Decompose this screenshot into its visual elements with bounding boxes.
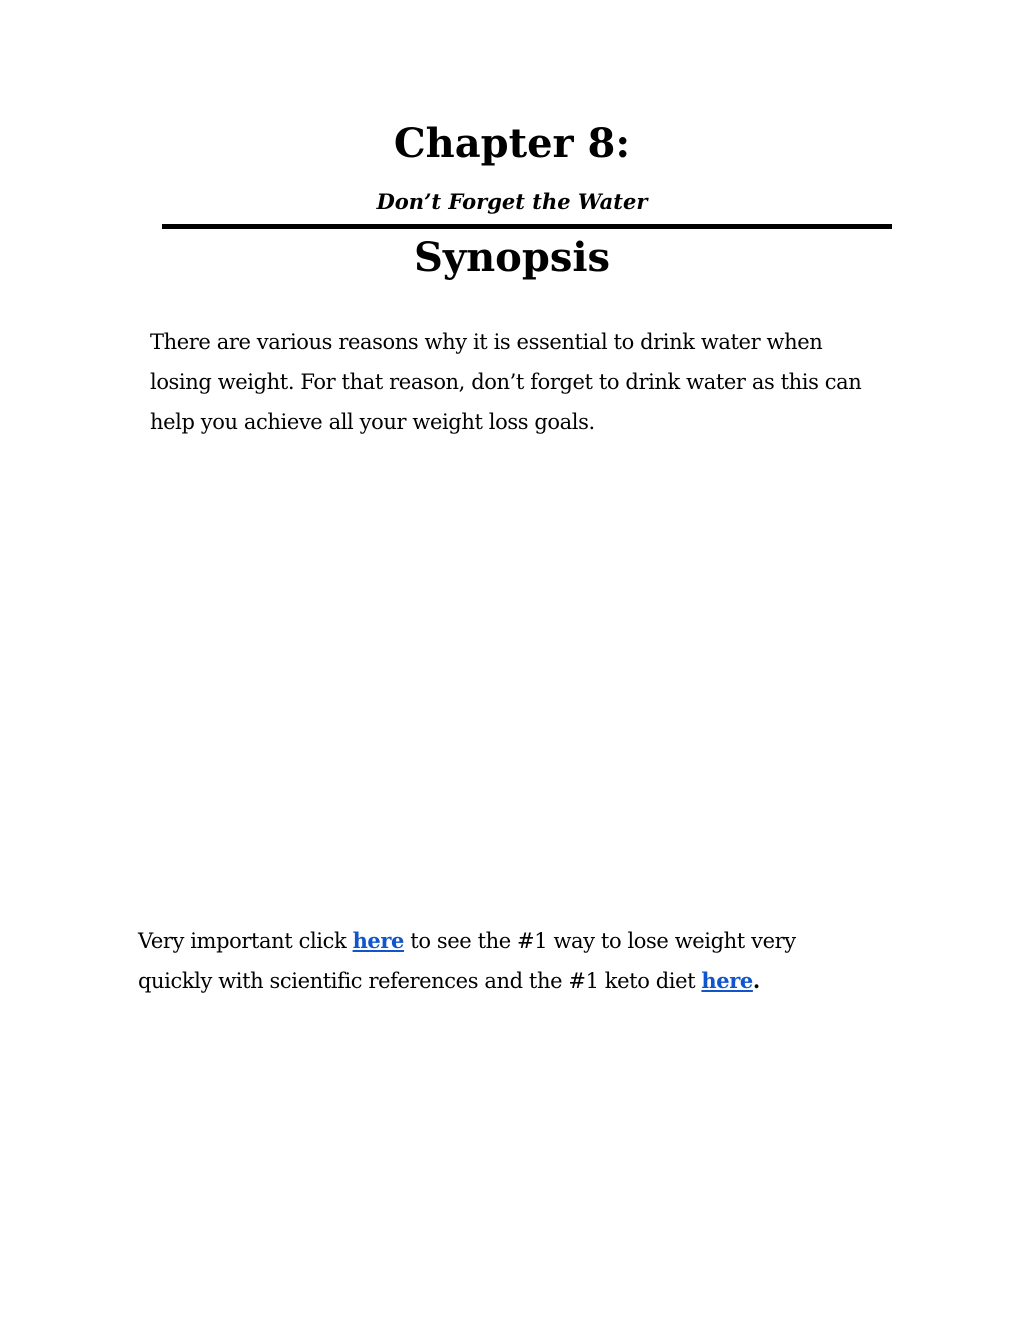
synopsis-line-1: There are various reasons why it is essential to drink water when [150,330,823,354]
cta-text-2: to see the #1 way to lose weight very [404,929,796,953]
synopsis-line-2: losing weight. For that reason, don’t forget to drink water as this can [150,370,862,394]
chapter-title: Chapter 8: [393,120,631,167]
cta-text-1: Very important click [138,929,353,953]
chapter-subtitle: Don’t Forget the Water [376,189,648,214]
horizontal-divider [162,224,892,229]
section-title: Synopsis [413,234,611,281]
cta-text-3: quickly with scientific references and the #1 keto diet [138,969,702,993]
cta-period: . [752,968,760,993]
cta-paragraph [138,921,878,1001]
keto-diet-link[interactable]: here [701,968,753,993]
synopsis-paragraph [150,322,880,442]
weight-loss-link[interactable]: here [352,928,405,953]
synopsis-line-3: help you achieve all your weight loss goals. [150,410,595,434]
